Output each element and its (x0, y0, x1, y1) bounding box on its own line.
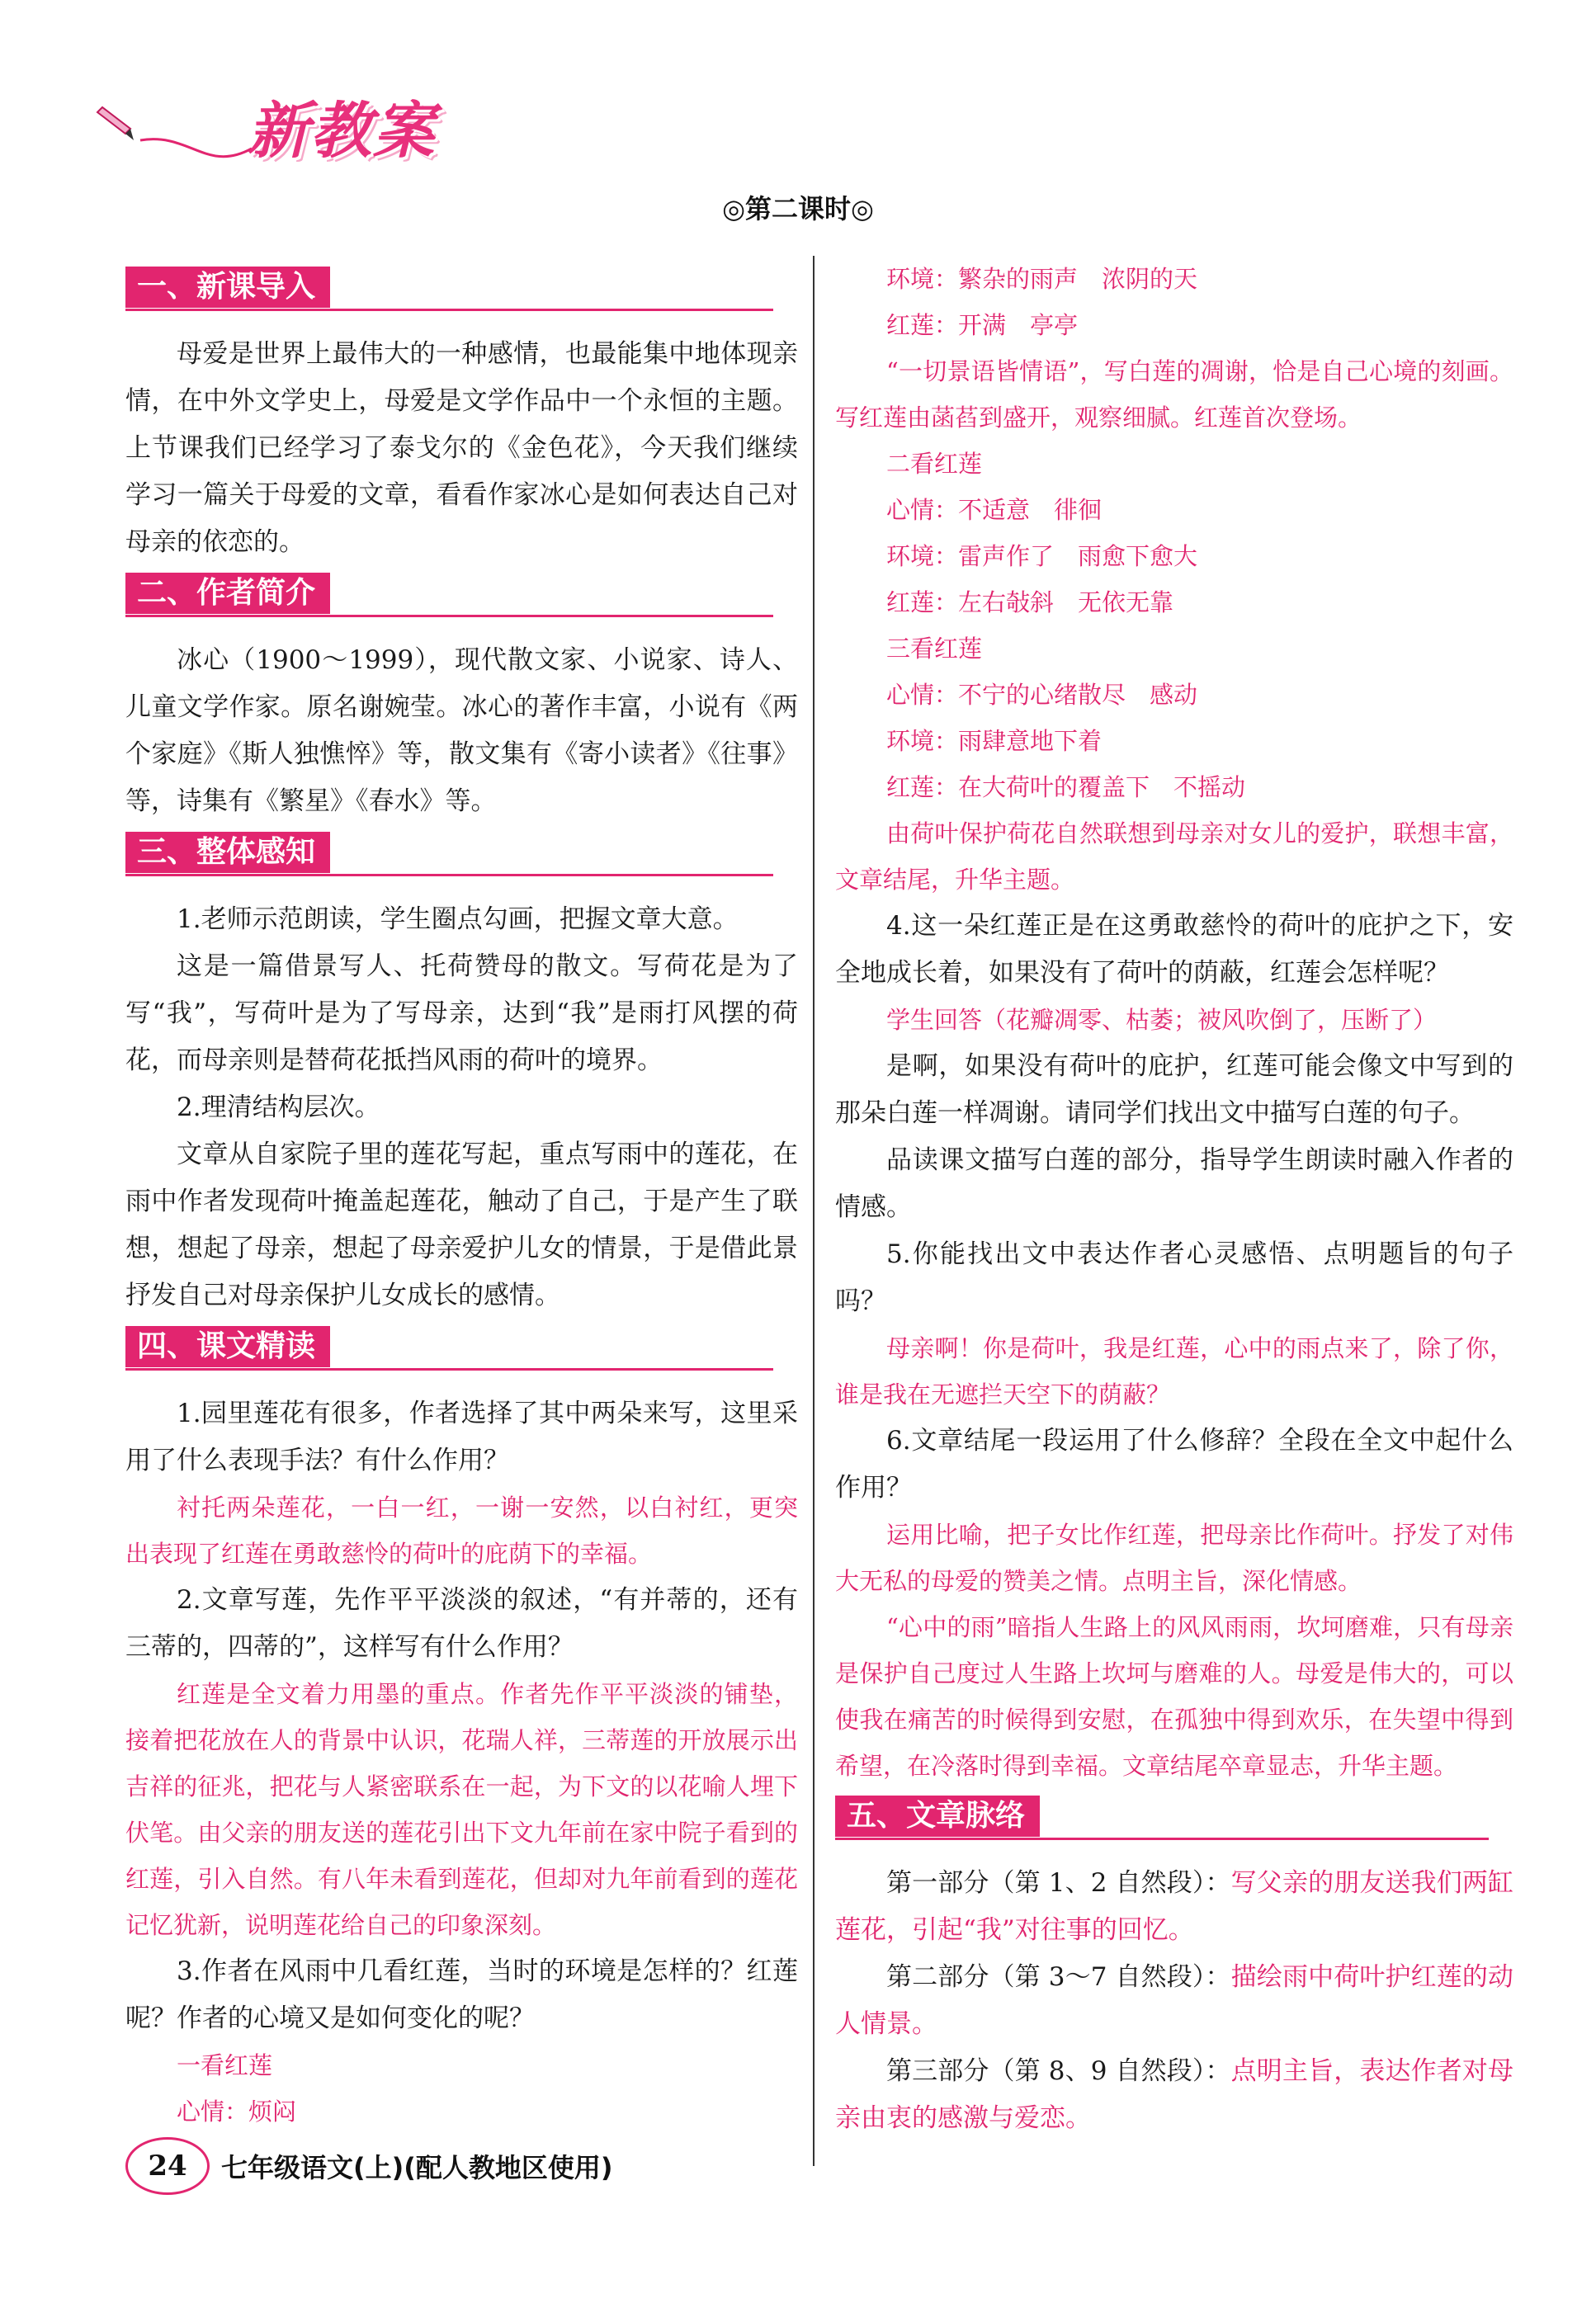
answer: “心中的雨”暗指人生路上的风风雨雨，坎坷磨难，只有母亲是保护自己度过人生路上坎坷与磨难的人。母爱是伟大的，可以使我在痛苦的时候得到安慰，在孤独中得到欢乐，在失望中得到希望，在冷落时得到幸福。文章结尾卒章显志，升华主题。 (835, 1613, 1513, 1780)
outline-answer: 描绘雨中荷叶护红莲的动人情景。 (835, 1962, 1514, 2039)
answer: 一看红莲 (177, 2051, 273, 2079)
outline-lead: 第一部分（第 1、2 自然段）： (886, 1868, 1231, 1898)
outline-answer: 写父亲的朋友送我们两缸莲花，引起“我”对往事的回忆。 (835, 1868, 1514, 1945)
outline-lead: 第二部分（第 3～7 自然段）： (886, 1962, 1231, 1992)
outline-item (835, 2048, 1513, 2142)
logo-text: 新教案 (248, 96, 436, 167)
heading-rule (125, 874, 773, 876)
question: 6.文章结尾一段运用了什么修辞？全段在全文中起什么作用？ (835, 1426, 1513, 1503)
question: 2.理清结构层次。 (177, 1093, 380, 1122)
answer: 红莲是全文着力用墨的重点。作者先作平平淡淡的铺垫，接着把花放在人的背景中认识，花瑞人祥，三蒂莲的开放展示出吉祥的征兆，把花与人紧密联系在一起，为下文的以花喻人埋下伏笔。由父亲的朋友送的莲花引出下文九年前在家中院子看到的红莲，引入自然。有八年未看到莲花，但却对九年前看到的莲花记忆犹新，说明莲花给自己的印象深刻。 (125, 1680, 798, 1939)
paragraph: 品读课文描写白莲的部分，指导学生朗读时融入作者的情感。 (835, 1145, 1513, 1222)
paragraph: 母爱是世界上最伟大的一种感情，也最能集中地体现亲情，在中外文学史上，母爱是文学作品中一个永恒的主题。上节课我们已经学习了泰戈尔的《金色花》，今天我们继续学习一篇关于母爱的文章，看看作家冰心是如何表达自己对母亲的依恋的。 (125, 339, 798, 557)
answer: 心情：不宁的心绪散尽 感动 (886, 681, 1198, 709)
question: 1.园里莲花有很多，作者选择了其中两朵来写，这里采用了什么表现手法？有什么作用？ (125, 1399, 798, 1475)
answer: 心情：不适意 徘徊 (886, 496, 1103, 524)
section-heading (835, 1796, 1513, 1845)
section-title: 二、作者简介 (125, 573, 330, 614)
book-title: 七年级语文(上)(配人教地区使用) (221, 2152, 613, 2183)
question: 4.这一朵红莲正是在这勇敢慈怜的荷叶的庇护之下，安全地成长着，如果没有了荷叶的荫蔽，红莲会怎样呢？ (835, 911, 1513, 988)
answer: “一切景语皆情语”，写白莲的凋谢，恰是自己心境的刻画。写红莲由菡萏到盛开，观察细腻。红莲首次登场。 (835, 357, 1513, 432)
answer: 运用比喻，把子女比作红莲，把母亲比作荷叶。抒发了对伟大无私的母爱的赞美之情。点明主旨，深化情感。 (835, 1521, 1513, 1595)
section-heading (125, 832, 798, 881)
question: 5.你能找出文中表达作者心灵感悟、点明题旨的句子吗？ (835, 1239, 1513, 1316)
section-title: 三、整体感知 (125, 832, 330, 873)
section-title: 四、课文精读 (125, 1326, 330, 1367)
question: 2.文章写莲，先作平平淡淡的叙述，“有并蒂的，还有三蒂的，四蒂的”，这样写有什么作用？ (125, 1585, 798, 1662)
answer: 红莲：左右敧斜 无依无靠 (886, 588, 1174, 616)
logo (83, 83, 462, 173)
answer: 二看红莲 (886, 450, 983, 478)
answer: 环境：繁杂的雨声 浓阴的天 (886, 265, 1198, 293)
outline-answer: 点明主旨，表达作者对母亲由衷的感激与爱恋。 (835, 2056, 1514, 2133)
paragraph: 是啊，如果没有荷叶的庇护，红莲可能会像文中写到的那朵白莲一样凋谢。请同学们找出文中描写白莲的句子。 (835, 1051, 1513, 1128)
page-number: 24 (125, 2137, 210, 2195)
heading-rule (125, 309, 773, 311)
question: 1.老师示范朗读，学生圈点勾画，把握文章大意。 (177, 904, 739, 934)
answer: 三看红莲 (886, 635, 983, 663)
paragraph: 冰心（1900～1999），现代散文家、小说家、诗人、儿童文学作家。原名谢婉莹。冰心的著作丰富，小说有《两个家庭》《斯人独憔悴》等，散文集有《寄小读者》《往事》等，诗集有《繁星》《春水》等。 (125, 645, 798, 816)
section-title: 五、文章脉络 (835, 1796, 1040, 1837)
heading-rule (125, 615, 773, 617)
answer: 母亲啊！你是荷叶，我是红莲，心中的雨点来了，除了你，谁是我在无遮拦天空下的荫蔽？ (835, 1334, 1513, 1409)
right-column (835, 256, 1513, 2142)
question: 3.作者在风雨中几看红莲，当时的环境是怎样的？红莲呢？作者的心境又是如何变化的呢？ (125, 1956, 798, 2033)
section-title: 一、新课导入 (125, 267, 330, 308)
footer (125, 2137, 613, 2195)
outline-lead: 第三部分（第 8、9 自然段）： (886, 2056, 1231, 2086)
section-heading (125, 573, 798, 622)
outline-item (835, 1860, 1513, 1954)
left-column (125, 260, 798, 2135)
answer: 红莲：开满 亭亭 (886, 311, 1079, 339)
lesson-title: ◎第二课时◎ (722, 193, 874, 224)
answer: 环境：雷声作了 雨愈下愈大 (886, 542, 1198, 570)
answer: 环境：雨肆意地下着 (886, 727, 1103, 755)
answer: 衬托两朵莲花，一白一红，一谢一安然，以白衬红，更突出表现了红莲在勇敢慈怜的荷叶的庇荫下的幸福。 (125, 1494, 798, 1568)
outline-item (835, 1954, 1513, 2048)
section-heading (125, 1326, 798, 1376)
paragraph: 这是一篇借景写人、托荷赞母的散文。写荷花是为了写“我”，写荷叶是为了写母亲，达到“我”是雨打风摆的荷花，而母亲则是替荷花抵挡风雨的荷叶的境界。 (125, 951, 798, 1075)
answer: 心情：烦闷 (177, 2098, 297, 2126)
answer: 由荷叶保护荷花自然联想到母亲对女儿的爱护，联想丰富，文章结尾，升华主题。 (835, 819, 1513, 894)
section-heading (125, 267, 798, 316)
column-divider (813, 256, 815, 2166)
answer: 红莲：在大荷叶的覆盖下 不摇动 (886, 773, 1246, 801)
heading-rule (125, 1368, 773, 1371)
heading-rule (835, 1838, 1489, 1840)
answer: 学生回答（花瓣凋零、枯萎；被风吹倒了，压断了） (886, 1006, 1438, 1034)
paragraph: 文章从自家院子里的莲花写起，重点写雨中的莲花，在雨中作者发现荷叶掩盖起莲花，触动了自己，于是产生了联想，想起了母亲，想起了母亲爱护儿女的情景，于是借此景抒发自己对母亲保护儿女成长的感情。 (125, 1140, 798, 1310)
